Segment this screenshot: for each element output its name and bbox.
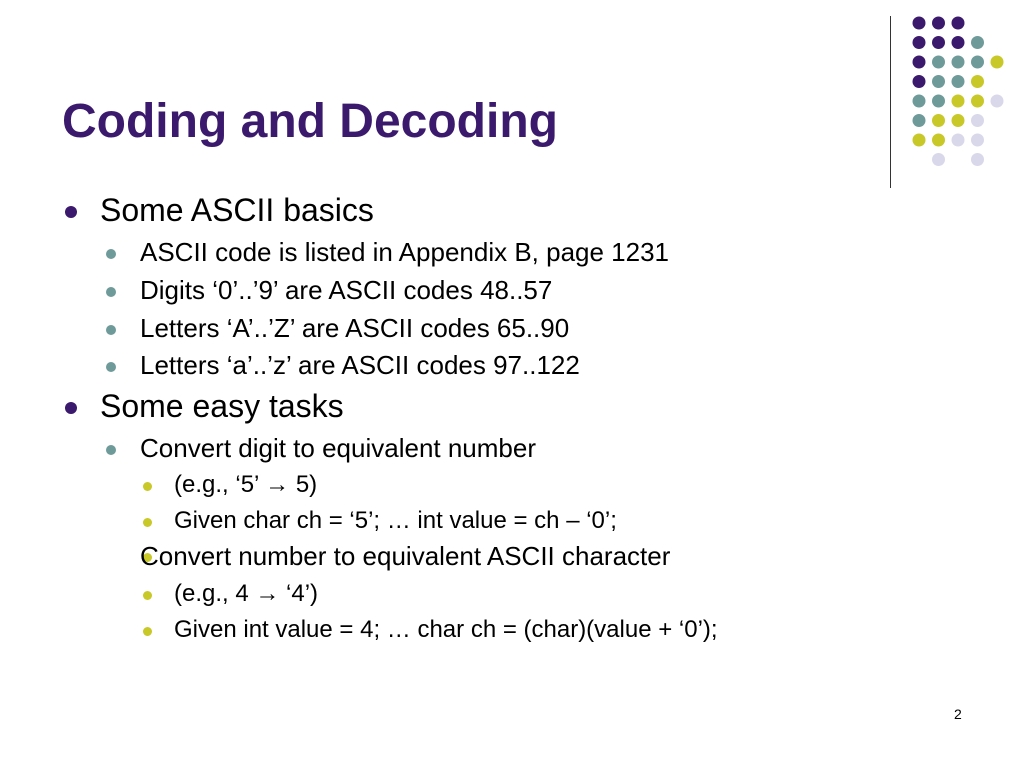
decorative-dot bbox=[913, 17, 926, 30]
decorative-dot bbox=[971, 114, 984, 127]
bullet-marker bbox=[143, 518, 152, 527]
bullet-item: Convert number to equivalent ASCII character bbox=[140, 541, 671, 571]
bullet-item: Some ASCII basics bbox=[100, 192, 374, 228]
example-text: (e.g., 4 bbox=[174, 580, 256, 607]
decorative-dot bbox=[932, 75, 945, 88]
decorative-dot bbox=[913, 36, 926, 49]
bullet-item: Given char ch = ‘5’; … int value = ch – ‘0’; bbox=[174, 507, 617, 534]
decorative-dot bbox=[971, 36, 984, 49]
decorative-dot bbox=[932, 134, 945, 147]
decorative-dot bbox=[952, 95, 965, 108]
decorative-dot bbox=[991, 56, 1004, 69]
decorative-dot bbox=[932, 36, 945, 49]
bullet-marker bbox=[143, 482, 152, 491]
decorative-dot bbox=[991, 95, 1004, 108]
decorative-dot bbox=[971, 95, 984, 108]
bullet-marker bbox=[143, 591, 152, 600]
decorative-dot bbox=[971, 153, 984, 166]
decorative-dot bbox=[952, 75, 965, 88]
decorative-dot bbox=[913, 114, 926, 127]
bullet-marker bbox=[106, 362, 116, 372]
slide-title: Coding and Decoding bbox=[62, 95, 558, 148]
bullet-item: Convert digit to equivalent number bbox=[140, 433, 537, 463]
decorative-dot bbox=[952, 114, 965, 127]
right-arrow-icon: → bbox=[255, 580, 280, 607]
bullet-item: Letters ‘A’..’Z’ are ASCII codes 65..90 bbox=[140, 313, 570, 343]
bullet-item bbox=[174, 580, 318, 608]
decorative-dot bbox=[932, 56, 945, 69]
bullet-item: Digits ‘0’..’9’ are ASCII codes 48..57 bbox=[140, 275, 553, 305]
divider-line bbox=[890, 16, 891, 188]
decorative-dot bbox=[952, 36, 965, 49]
decorative-dot bbox=[952, 17, 965, 30]
bullet-item bbox=[174, 471, 317, 499]
bullet-item: Letters ‘a’..’z’ are ASCII codes 97..122 bbox=[140, 350, 580, 380]
bullet-marker bbox=[65, 206, 77, 218]
decorative-dot bbox=[913, 75, 926, 88]
decorative-dot bbox=[913, 95, 926, 108]
bullet-marker bbox=[65, 402, 77, 414]
decorative-dot bbox=[932, 153, 945, 166]
bullet-marker bbox=[106, 325, 116, 335]
page-number: 2 bbox=[954, 706, 962, 722]
example-text: ‘4’) bbox=[279, 580, 319, 607]
bullet-marker bbox=[143, 627, 152, 636]
decorative-dot bbox=[971, 75, 984, 88]
bullet-marker bbox=[106, 445, 116, 455]
decorative-dot bbox=[913, 56, 926, 69]
decorative-dot bbox=[952, 134, 965, 147]
decorative-dot bbox=[913, 134, 926, 147]
decorative-dot bbox=[952, 56, 965, 69]
decorative-dot bbox=[971, 56, 984, 69]
example-text: 5) bbox=[289, 471, 318, 498]
decorative-dot bbox=[932, 17, 945, 30]
bullet-marker bbox=[106, 287, 116, 297]
bullet-item: ASCII code is listed in Appendix B, page 1231 bbox=[140, 237, 670, 267]
decorative-dot bbox=[932, 95, 945, 108]
decorative-dot bbox=[932, 114, 945, 127]
example-text: (e.g., ‘5’ bbox=[174, 471, 266, 498]
bullet-item: Some easy tasks bbox=[100, 388, 344, 424]
bullet-marker bbox=[106, 249, 116, 259]
decorative-dot bbox=[971, 134, 984, 147]
right-arrow-icon: → bbox=[265, 471, 290, 498]
bullet-item: Given int value = 4; … char ch = (char)(value + ‘0’); bbox=[174, 616, 718, 643]
